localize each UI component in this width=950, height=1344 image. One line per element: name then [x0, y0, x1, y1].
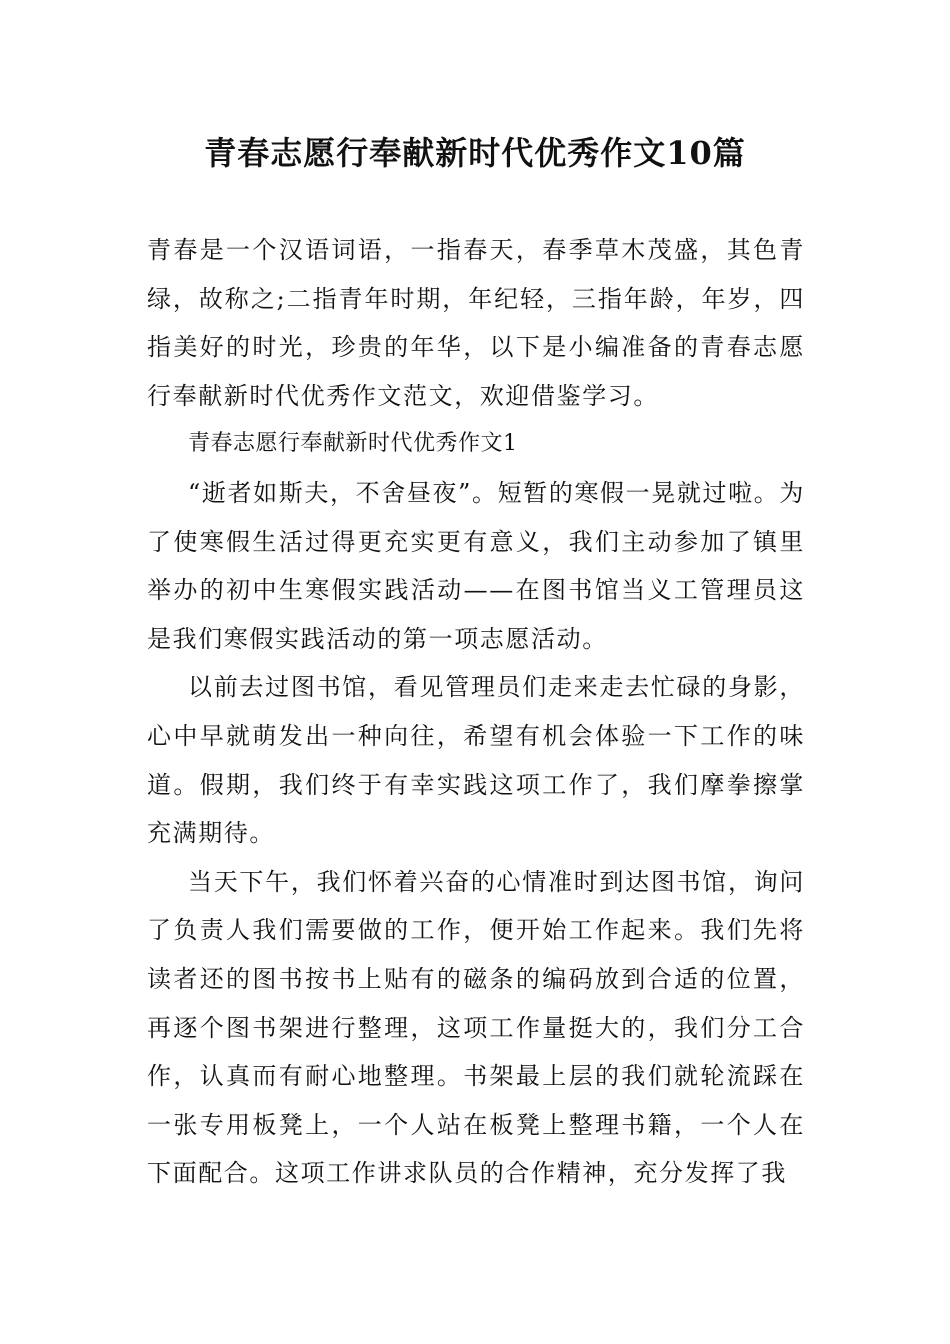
essay-1-paragraph-3: 当天下午，我们怀着兴奋的心情准时到达图书馆，询问了负责人我们需要做的工作，便开始工作起来。我们先将读者还的图书按书上贴有的磁条的编码放到合适的位置，再逐个图书架进行整理，这项工作量挺大的，我们分工合作，认真而有耐心地整理。书架最上层的我们就轮流踩在一张专用板凳上，一个人站在板凳上整理书籍，一个人在下面配合。这项工作讲求队员的合作精神，充分发挥了我: [147, 867, 805, 1188]
essay-1-paragraph-2: 以前去过图书馆，看见管理员们走来走去忙碌的身影，心中早就萌发出一种向往，希望有机会体验一下工作的味道。假期，我们终于有幸实践这项工作了，我们摩拳擦掌充满期待。: [147, 673, 805, 848]
document-body: [147, 226, 805, 1198]
intro-paragraph: 青春是一个汉语词语，一指春天，春季草木茂盛，其色青绿，故称之;二指青年时期，年纪轻，三指年龄，年岁，四指美好的时光，珍贵的年华，以下是小编准备的青春志愿行奉献新时代优秀作文范文，欢迎借鉴学习。: [147, 236, 805, 410]
essay-1-paragraph-1: “逝者如斯夫，不舍昼夜”。短暂的寒假一晃就过啦。为了使寒假生活过得更充实更有意义，我们主动参加了镇里举办的初中生寒假实践活动——在图书馆当义工管理员这是我们寒假实践活动的第一项志愿活动。: [147, 478, 805, 653]
document-title: 青春志愿行奉献新时代优秀作文10篇: [204, 134, 746, 172]
essay-1-heading: 青春志愿行奉献新时代优秀作文1: [188, 431, 518, 457]
